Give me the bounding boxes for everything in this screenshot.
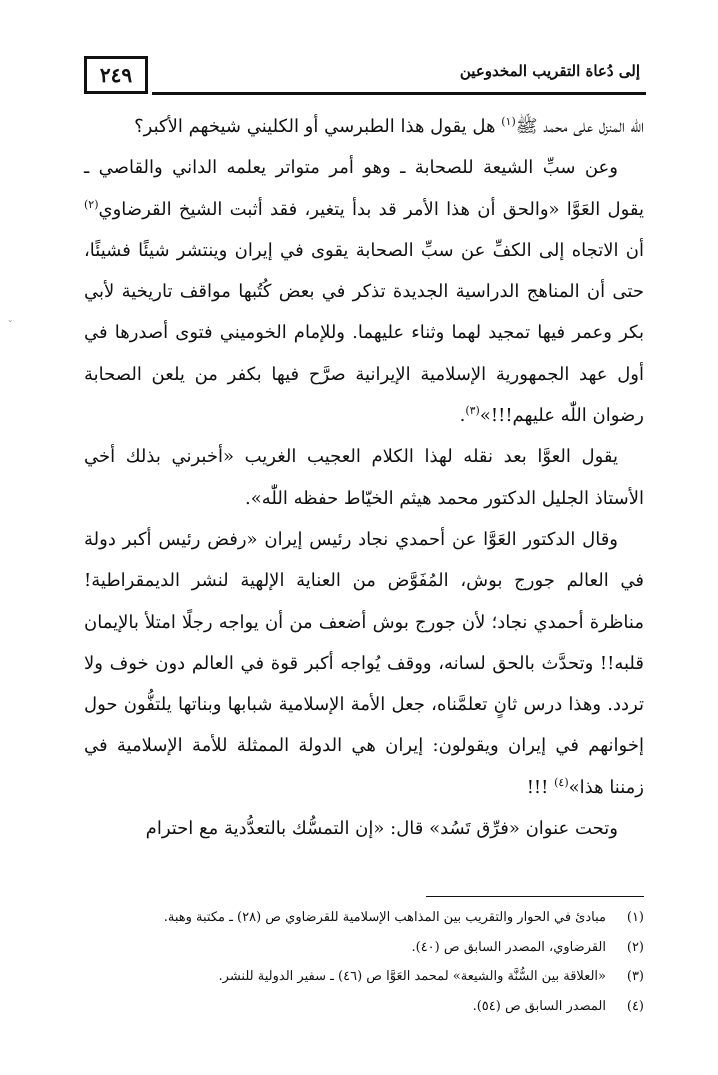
paragraph-2-text-b: أن الاتجاه إلى الكفِّ عن سبِّ الصحابة يقوى في إيران وينتشر شيئًا فشيئًا، حتى أن المناهج الدراسية الجديدة تذكر في بعض كُتُبها مواقف تاريخية لأبي بكر وعمر فيها تمجيد لهما وثناء عليهما. وللإمام الخوميني فتوى أصدرها في أول عهد الجمهورية الإسلامية الإيرانية صرَّح فيها بكفر من يلعن الصحابة رضوان اللّٰه عليهم!!!» bbox=[84, 239, 644, 427]
footnote-number: (١) bbox=[626, 910, 644, 925]
footnote-text: المصدر السابق ص (٥٤). bbox=[472, 998, 606, 1014]
footnote-rule bbox=[426, 896, 644, 897]
footnote-ref-4: (٤) bbox=[554, 775, 569, 789]
margin-mark: ˇ bbox=[7, 319, 13, 332]
paragraph-2 bbox=[84, 147, 644, 436]
footnote-number: (٣) bbox=[626, 969, 644, 984]
running-header-title: إلى دُعاة التقريب المخدوعين bbox=[459, 62, 640, 80]
paragraph-4-text-a: وقال الدكتور العَوَّا عن أحمدي نجاد رئيس إيران «رفض رئيس أكبر دولة في العالم جورج بوش، المُفَوَّض من العناية الإلهية لنشر الديمقراطية! مناظرة أحمدي نجاد؛ لأن جورج بوش أضعف من أن يواجه رجلًا امتلأ بالإيمان قلبه!! وتحدَّث بالحق لسانه، ووقف يُواجه أكبر قوة في العالم دون خوف ولا تردد. وهذا درس ثانٍ تعلمَّناه، جعل الأمة الإسلامية شبابها وبناتها يلتفُّون حول إخوانهم في إيران ويقولون: إيران هي الدولة الممثلة للأمة الإسلامية في زمننا هذا» bbox=[84, 528, 644, 798]
paragraph-1-text-a: اللّٰه المنزل على محمد ﷺ bbox=[515, 116, 644, 137]
paragraph-4-text-b: !!! bbox=[526, 776, 555, 798]
footnotes bbox=[84, 903, 644, 1021]
paragraph-4 bbox=[84, 519, 644, 808]
paragraph-1-text-b: هل يقول هذا الطبرسي أو الكليني شيخهم الأكبر؟ bbox=[134, 116, 502, 137]
paragraph-3: يقول العوَّا بعد نقله لهذا الكلام العجيب الغريب «أخبرني بذلك أخي الأستاذ الجليل الدكتور محمد هيثم الخيّاط حفظه اللّٰه». bbox=[84, 446, 644, 509]
footnote-item bbox=[84, 903, 644, 933]
footnote-ref-2: (٢) bbox=[84, 197, 99, 211]
paragraph-2-text-a: وعن سبِّ الشيعة للصحابة ـ وهو أمر متواتر يعلمه الداني والقاصي ـ يقول العَوَّا «والحق أن هذا الأمر قد بدأ يتغير، فقد أثبت الشيخ القرضاوي bbox=[84, 157, 644, 220]
footnote-text: القرضاوي، المصدر السابق ص (٤٠). bbox=[411, 939, 606, 955]
header-rule bbox=[152, 92, 646, 95]
paragraph-2-text-c: . bbox=[459, 405, 466, 427]
paragraph-1 bbox=[84, 106, 644, 147]
footnote-ref-3: (٣) bbox=[465, 404, 480, 418]
footnote-text: «العلاقة بين السُّنَّة والشيعة» لمحمد العَوَّا ص (٤٦) ـ سفير الدولية للنشر. bbox=[218, 969, 606, 984]
main-text bbox=[84, 106, 644, 849]
paragraph-5: وتحت عنوان «فرِّق تَسُد» قال: «إن التمسُّك بالتعدُّدية مع احترام bbox=[145, 818, 618, 840]
footnote-ref-1: (١) bbox=[501, 115, 516, 128]
footnote-item bbox=[84, 933, 644, 963]
footnote-number: (٢) bbox=[626, 939, 644, 955]
footnote-text: مبادئ في الحوار والتقريب بين المذاهب الإسلامية للقرضاوي ص (٢٨) ـ مكتبة وهبة. bbox=[163, 910, 606, 925]
footnote-number: (٤) bbox=[626, 998, 644, 1014]
footnote-item bbox=[84, 992, 644, 1022]
page-number: ٢٤٩ bbox=[84, 56, 148, 94]
footnote-item bbox=[84, 962, 644, 992]
